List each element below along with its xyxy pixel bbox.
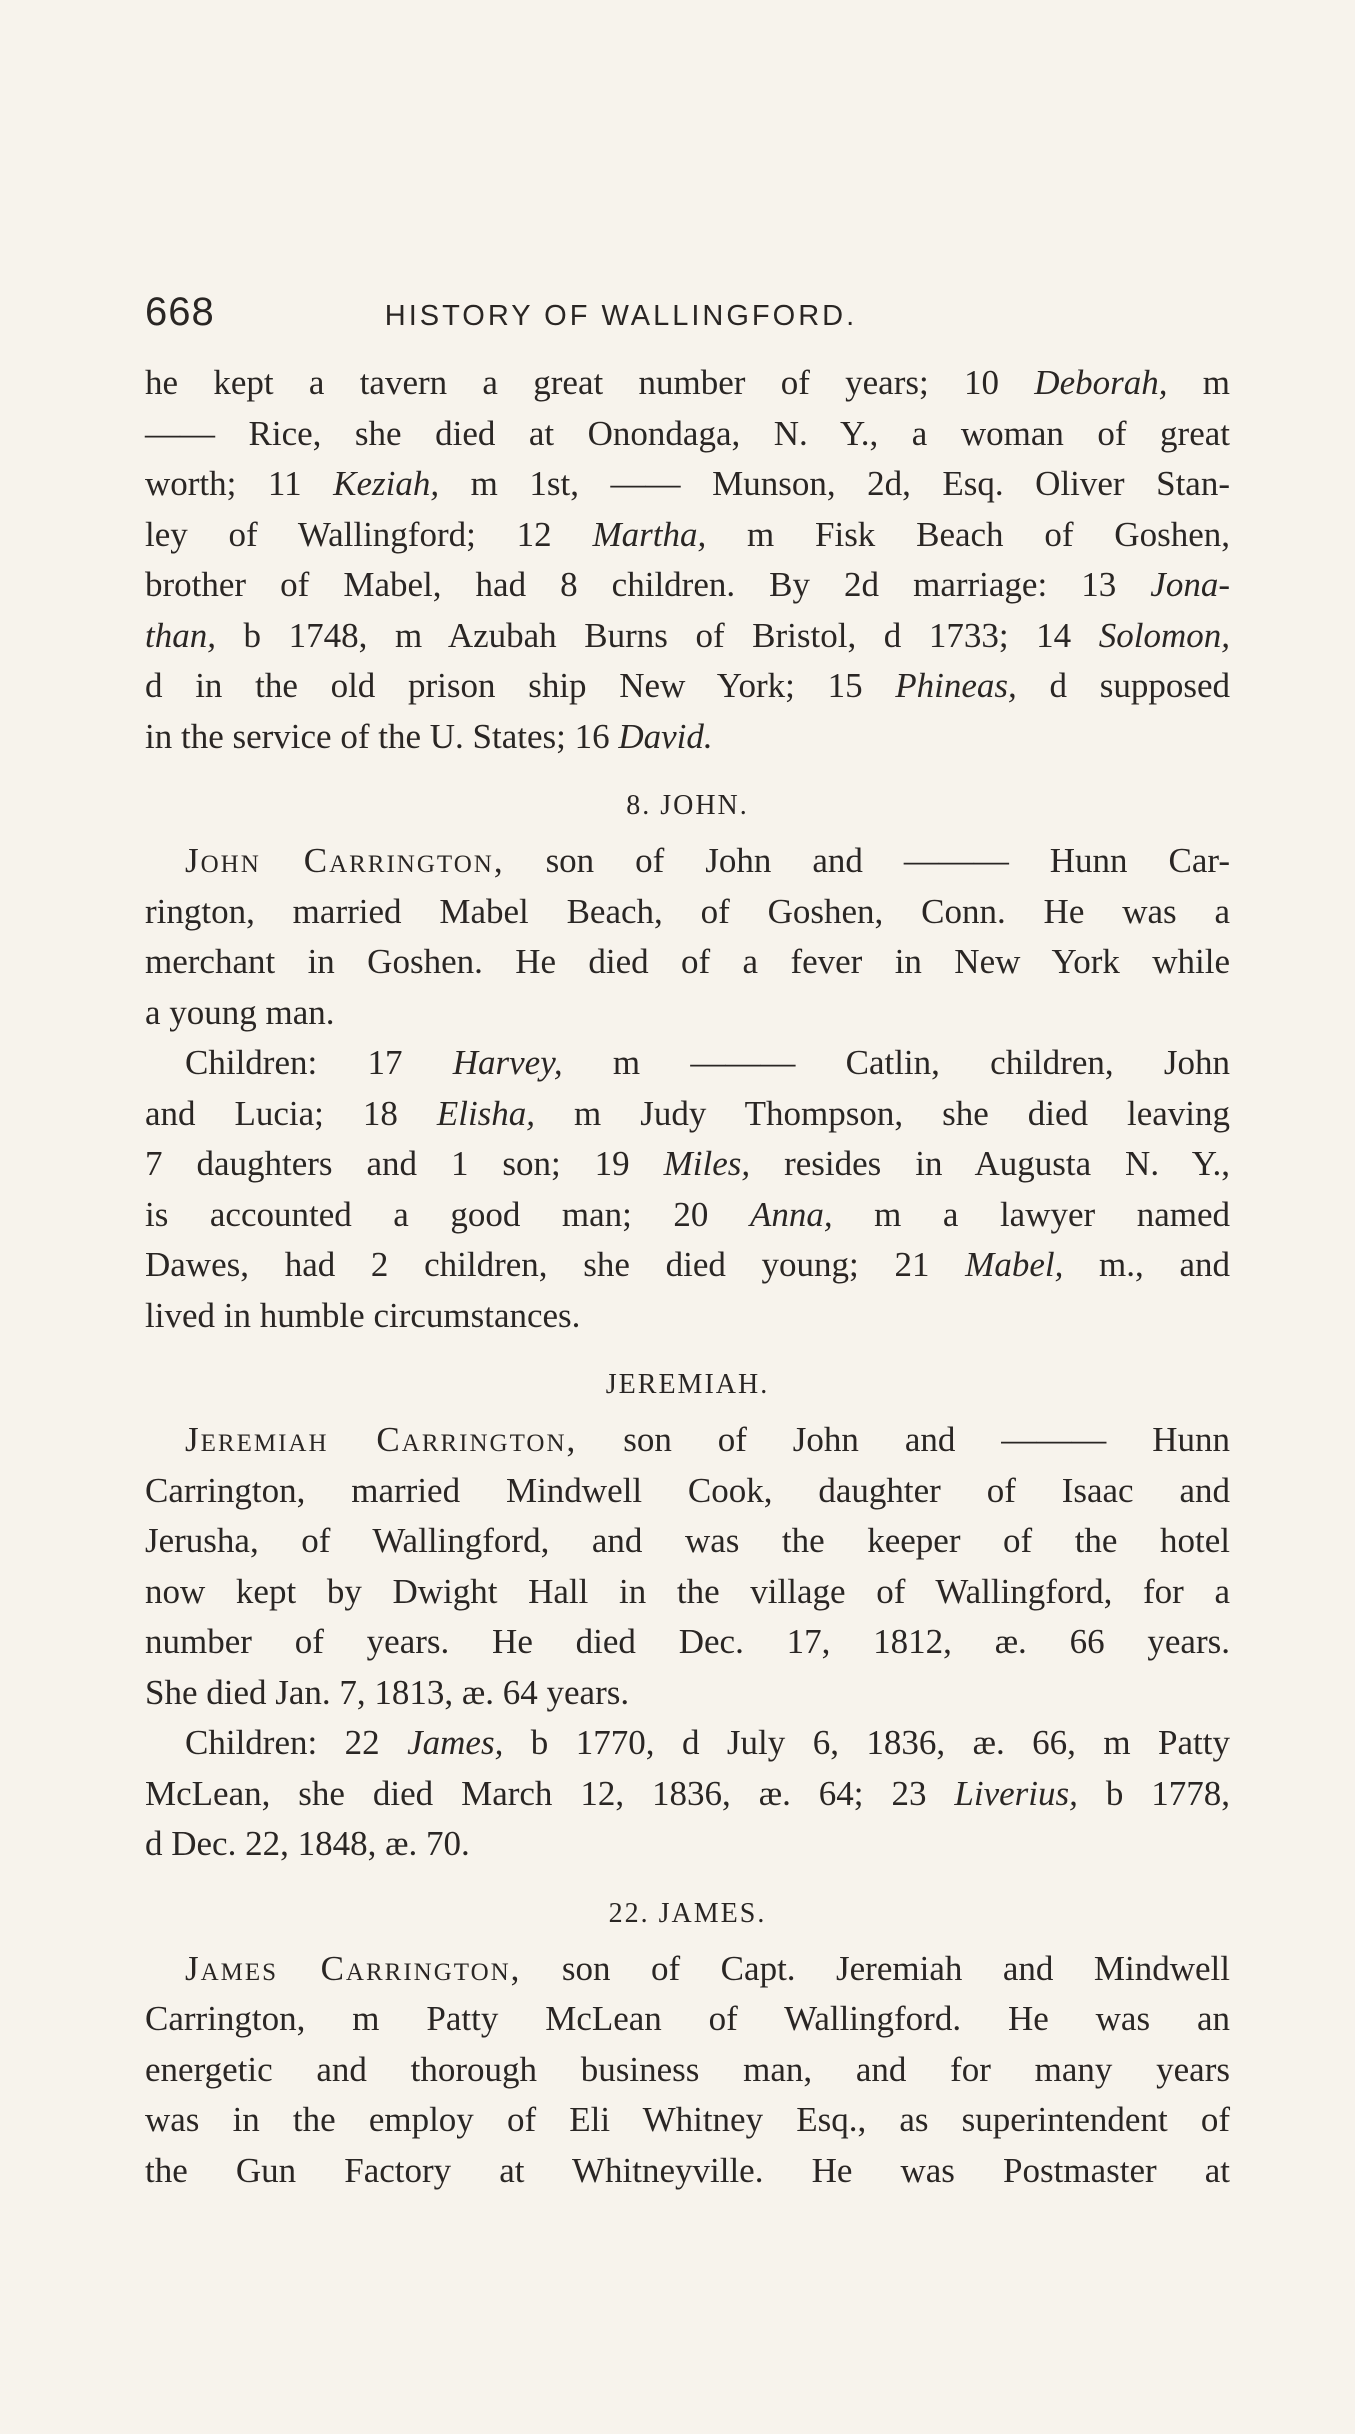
section-heading-jeremiah: JEREMIAH. <box>605 1369 770 1400</box>
text-line: ley of Wallingford; 12 Martha, m Fisk Beach of Goshen, <box>145 514 1230 554</box>
page-number: 668 <box>145 290 215 334</box>
text-line: number of years. He died Dec. 17, 1812, æ. 66 years. <box>145 1622 1230 1661</box>
text-line: brother of Mabel, had 8 children. By 2d marriage: 13 Jona- <box>145 565 1230 604</box>
running-head: HISTORY OF WALLINGFORD. <box>384 300 858 332</box>
text-line: was in the employ of Eli Whitney Esq., as superintendent of <box>145 2100 1230 2139</box>
section-heading-james: 22. JAMES. <box>608 1897 767 1929</box>
text-line: James Carrington, son of Capt. Jeremiah and Mindwell <box>185 1948 1230 1988</box>
text-line: Jeremiah Carrington, son of John and ——— Hunn <box>185 1420 1230 1459</box>
text-line: in the service of the U. States; 16 David. <box>145 716 713 756</box>
text-line: John Carrington, son of John and ——— Hunn Car- <box>185 841 1230 880</box>
text-line: Children: 17 Harvey, m ——— Catlin, children, John <box>185 1043 1230 1082</box>
paragraph-continuation <box>145 358 1230 762</box>
text-line: merchant in Goshen. He died of a fever in New York while <box>145 942 1230 981</box>
text-line: Dawes, had 2 children, she died young; 21 Mabel, m., and <box>145 1245 1230 1284</box>
section-heading-john: 8. JOHN. <box>626 790 749 821</box>
text-line: is accounted a good man; 20 Anna, m a lawyer named <box>145 1194 1230 1234</box>
paragraph-john-children <box>145 1038 1230 1341</box>
paragraph-john <box>145 836 1230 1038</box>
text-line: rington, married Mabel Beach, of Goshen, Conn. He was a <box>145 891 1230 931</box>
paragraph-jeremiah-children <box>145 1718 1230 1870</box>
paragraph-jeremiah <box>145 1415 1230 1718</box>
text-line: Jerusha, of Wallingford, and was the keeper of the hotel <box>145 1521 1230 1560</box>
text-line: than, b 1748, m Azubah Burns of Bristol, d 1733; 14 Solomon, <box>145 615 1230 655</box>
text-line: and Lucia; 18 Elisha, m Judy Thompson, she died leaving <box>145 1093 1230 1133</box>
text-line: —— Rice, she died at Onondaga, N. Y., a woman of great <box>145 413 1230 453</box>
text-line: worth; 11 Keziah, m 1st, —— Munson, 2d, Esq. Oliver Stan- <box>145 464 1230 503</box>
text-line: now kept by Dwight Hall in the village of Wallingford, for a <box>145 1571 1230 1611</box>
page-header <box>145 290 1230 350</box>
text-line: the Gun Factory at Whitneyville. He was Postmaster at <box>145 2150 1230 2190</box>
book-page <box>145 290 1230 2196</box>
text-line: 7 daughters and 1 son; 19 Miles, resides in Augusta N. Y., <box>145 1144 1230 1183</box>
text-line: lived in humble circumstances. <box>145 1295 581 1335</box>
text-line: energetic and thorough business man, and for many years <box>145 2049 1230 2089</box>
text-line: McLean, she died March 12, 1836, æ. 64; 23 Liverius, b 1778, <box>145 1773 1231 1813</box>
text-line: She died Jan. 7, 1813, æ. 64 years. <box>145 1672 630 1712</box>
text-line: d in the old prison ship New York; 15 Phineas, d supposed <box>145 666 1230 705</box>
paragraph-james <box>145 1944 1230 2197</box>
text-line: a young man. <box>145 992 335 1032</box>
text-line: d Dec. 22, 1848, æ. 70. <box>145 1824 470 1863</box>
text-line: Carrington, m Patty McLean of Wallingford. He was an <box>145 1999 1230 2038</box>
text-line: Children: 22 James, b 1770, d July 6, 1836, æ. 66, m Patty <box>185 1723 1230 1762</box>
text-line: he kept a tavern a great number of years; 10 Deborah, m <box>145 363 1230 402</box>
text-line: Carrington, married Mindwell Cook, daughter of Isaac and <box>145 1470 1230 1510</box>
